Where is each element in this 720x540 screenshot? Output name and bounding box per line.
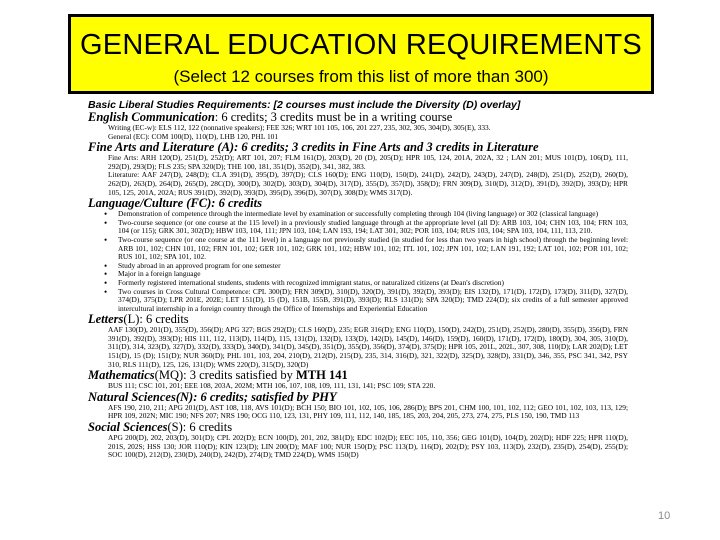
section-detail: (MQ): 3 credits satisfied by — [154, 368, 296, 383]
section-detail: (N): 6 credits; satisfied by PHY — [175, 389, 337, 404]
section-detail: (A): 6 credits; 3 credits in Fine Arts and 3 credits in Literature — [214, 140, 539, 155]
slide-title: GENERAL EDUCATION REQUIREMENTS — [80, 29, 642, 61]
section-natural-sciences — [88, 391, 628, 421]
section-letters — [88, 313, 628, 369]
document-header: Basic Liberal Studies Requirements: [2 courses must include the Diversity (D) overlay] — [88, 99, 521, 111]
section-title: Language/Culture — [88, 196, 184, 211]
section-mathematics — [88, 369, 628, 391]
section-detail: (FC): 6 credits — [183, 196, 262, 211]
course-list: Writing (EC-w): ELS 112, 122 (nonnative speakers); FEE 326; WRT 101 105, 106, 201 227, 235, 302, 305, 304(D), 305(E), 333. — [108, 123, 491, 132]
title-banner — [68, 14, 654, 94]
course-list: General (EC): COM 100(D), 110(D), LHB 120, PHL 101 — [108, 131, 279, 141]
page-number: 10 — [658, 510, 671, 522]
section-title: English Communication — [88, 110, 215, 124]
section-language-culture — [88, 197, 628, 313]
section-title: Fine Arts and Literature — [88, 140, 215, 155]
section-english-communication — [88, 111, 628, 141]
section-title: Natural Sciences — [88, 389, 176, 404]
list-item: • Study abroad in an approved program for one semester — [118, 262, 628, 271]
section-title: Social Sciences — [88, 420, 168, 435]
list-item: • Demonstration of competence through the intermediate level by examination or successfully completing through 104 (living language) or 302 (classical language) — [118, 210, 628, 219]
requirements-document — [84, 99, 628, 529]
course-list: Fine Arts: ARH 120(D), 251(D), 252(D); ART 101, 207; FLM 161(D), 203(D), 20 (D), 205(D); HPR 105, 124, 201A, 202A, 32 ; LAN 201; MUS 101(D), 106(D), 111, 292(D), 293(D); FLS 235; SPA 320(D); THE 100, 181, 351(D), 352(D), 341, 382, 383. — [108, 153, 628, 171]
list-item: • Major in a foreign language — [118, 270, 628, 279]
course-list: APG 200(D), 202, 203(D), 301(D); CPL 202(D); ECN 100(D), 201, 202, 381(D); EDC 102(D); EEC 105, 110, 356; GEG 101(D), 104(D), 202(D); HDF 225; HPR 110(D), 201S, 202S; HSS 130; JOR 110(D); KIN 123(D); LIN 200(D); MAF 100; NUR 150(D); PSC 113(D), 116(D), 202(D); PSY 103, 113(D), 232(D), 235(D), 254(D), 255(D); SOC 100(D), 212(D), 230(D), 240(D), 242(D), 274(D); TMD 224(D), WMS 150(D) — [108, 433, 628, 460]
list-item: • Two courses in Cross Cultural Competence: CPL 300(D); FRN 309(D), 310(D), 320(D), 391(D), 392(D), 393(D); EIS 132(D), 171(D), 172(D), 173(D), 311(D), 327(D), 374(D), 375(D); LPR 201E, 202E; LET 151(D), 15 (D), 151B, 155B, 391(D), 393(D); RLS 131(D); SPA 320(D); TMD 224(D); six credits of a full semester approved intercultural internship in a foreign country through the Office of Internships and Experiential Education — [118, 288, 628, 314]
course-list: AFS 190, 210, 211; APG 201(D), AST 108, 118, AVS 101(D); BCH 150; BIO 101, 102, 105, 106, 286(D); BPS 201, CHM 100, 101, 102, 112; GEO 101, 102, 103, 113, 129; HPR 109, 202N; MIC 190; NFS 207; NRS 190; OCG 110, 123, 131, PHY 109, 111, 112, 140, 185, 185, 203, 204, 205, 273, 274, 275, PLS 150, 190, TMD 113 — [108, 402, 628, 421]
course-list: BUS 111; CSC 101, 201; EEE 108, 203A, 202M; MTH 106, 107, 108, 109, 111, 131, 141; PSC 109; STA 220. — [108, 381, 436, 391]
slide-subtitle: (Select 12 courses from this list of more than 300) — [173, 67, 549, 86]
section-title: Letters — [88, 312, 124, 327]
section-detail: (S): 6 credits — [167, 420, 233, 435]
section-title: Mathematics — [88, 368, 155, 383]
list-item: • Formerly registered international students, students with recognized immigrant status, or naturalized citizens (at Dean's discretion) — [118, 279, 628, 288]
course-list: AAF 130(D), 201(D), 355(D), 356(D); APG 327; BGS 292(D); CLS 160(D), 235; EGR 316(D); ENG 110(D), 150(D), 242(D), 251(D), 252(D), 280(D), 355(D), 356(D), FRN 391(D), 392(D), 393(D); HIS 111, 112, 113(D), 114(D), 115, 131(D), 132(D), 133(D), 142(D), 145(D), 146(D), 159(D), 160(D), 171(D), 172(D), 180(D), 304, 305, 310(D), 311(D), 314, 323(D), 327(D), 332(D), 333(D), 340(D), 341(D), 345(D), 351(D), 355(D), 356(D), 374(D), 375(D); HPR 105, 201L, 202L, 307, 308, 110(D); LAR 202(D); LET 151(D), 15 (D); 151(D); NUR 360(D); PHL 101, 103, 204, 210(D), 212(D), 215(D), 235, 314, 316(D), 321, 322(D), 325(D), 328(D), 331(D), 346, 355, PSC 341, 342, PSY 310, RLS 111(D), 125, 126, 131(D); WMS 220(D), 315(D), 320(D) — [108, 325, 628, 369]
section-fine-arts-literature — [88, 141, 628, 197]
section-detail: (L): 6 credits — [123, 312, 189, 327]
list-item: • Two-course sequence (or one course at the 111 level) in a language not previously studied (in studied for less than two years in high school) through the beginning level: ARB 101, 102; CHN 101, 102; FRN 101, 102; GER 101, 102; GRK 101, 102; HBW 101, 102; ITL 101, 102; JPN 101, 102; LAN 191, 192; LAT 101, 102; POR 101, 102; RUS 101, 102; SPA 101, 102. — [118, 236, 628, 262]
section-detail: : 6 credits; 3 credits must be in a writing course — [214, 110, 453, 124]
section-social-sciences — [88, 421, 628, 460]
section-detail-emphasis: MTH 141 — [295, 368, 348, 383]
list-item: • Two-course sequence (or one course at the 115 level) in a previously studied language through at the appropriate level (all D): ARB 103, 104; CHN 103, 104; FRN 103, 104 (or 115); GRK 301, 302(D); HBW 103, 104, 111; JPN 103, 104; LAN 193, 194; LAT 301, 302; POR 103, 104; RUS 103, 104; SPA 103, 104, 111, 113, 210. — [118, 219, 628, 236]
course-list: Literature: AAF 247(D), 248(D); CLA 391(D), 395(D), 397(D); CLS 160(D); ENG 110(D), 150(D), 241(D), 242(D), 243(D), 247(D), 248(D), 251(D), 252(D), 260(D), 262(D), 263(D), 264(D), 265(D), 28C(D), 300(D), 302(D), 303(D), 304(D), 317(D), 355(D), 357(D), 358(D); FRN 309(D), 310(D), 312(D), 391(D), 392(D), 393(D); HPR 105, 125, 201A, 202A; RUS 391(D), 392(D), 393(D), 395(D), 396(D), 307(D), 308(D); WMS 317(D). — [108, 170, 628, 197]
option-list — [88, 210, 628, 313]
